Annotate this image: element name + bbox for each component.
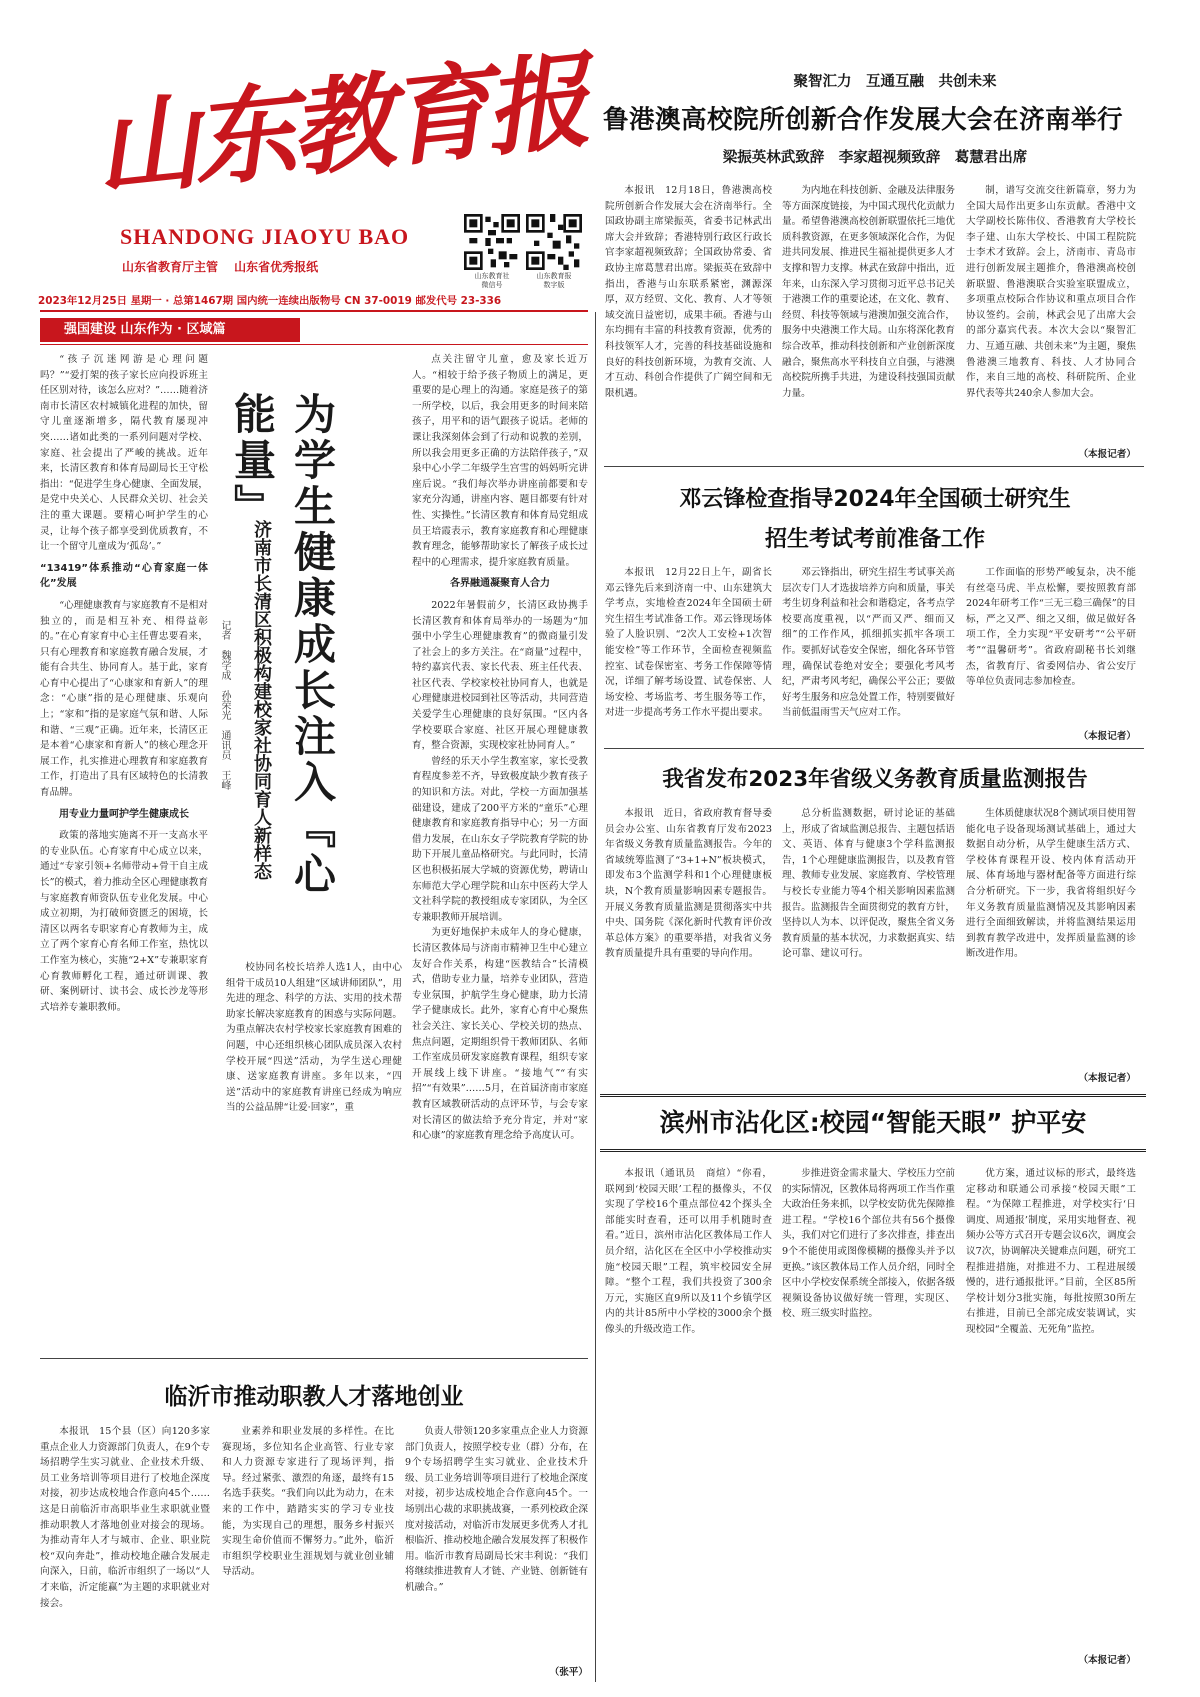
feature-subhead-2: “13419”体系推动“心育家庭一体化”发展 <box>40 562 208 590</box>
linyi-paragraph-1: 本报讯 15个县（区）向120多家重点企业人力资源部门负责人，在9个专场招聘学生实习就业、企业技术升级、员工业务培训等项目进行了校地企深度对接，初步达成校地合作意向45个……这是日前临沂市高职毕业生求职就业暨推动职教人才落地创业对接会的现场。为推动青年人才与城市、企业、职业院校“双向奔赴”，推动校地企融合发展走向深入，日前，临沂市组织了一场以“人才来临，沂定能赢”为主题的求职就业对接会。 <box>40 1426 210 1609</box>
feature-paragraph-1c: 政策的落地实施离不开一支高水平的专业队伍。心育家育中心成立以来，通过“专家引领+名师带动+骨干自主成长”的模式，着力推动全区心理健康教育与家庭教育师资队伍专业化发展。中心成立初期，为打破师资匮乏的困境，长清区以两名专职家育心育教师为主，成立了两个家育心育名师工作室，热忱以工作室为核心，实施“2+X”专兼职家育心育教师孵化工程，通过研训课、教研、案例研讨、读书会、成长沙龙等形式培养专兼职教师。 <box>40 830 208 1013</box>
lead-kicker: 聚智汇力 互通互融 共创未来 <box>793 74 997 90</box>
feature-paragraph-2a: 点关注留守儿童，愈及家长近万人。“相较于给予孩子物质上的满足，更重要的是心理上的沟通。家庭是孩子的第一所学校，以后，我会用更多的时间来陪孩子，用平和的语气跟孩子说话。老师的课让我深刻体会到了行动和说教的差别，所以我会用更多正确的方法陪伴孩子，”双泉中心小学二年级学生宫雪的妈妈听完讲座后说。“我们每次举办讲座前都要和专家充分沟通，讲座内容、题目都要有针对性、实操性。”长清区教育和体育局党组成员王培霞表示，教育家庭教育和心理健康教育理念，能够帮助家长了解孩子成长过程中的心理需求，提升家庭教育质量。 <box>412 354 588 568</box>
deng-column-2 <box>782 565 955 745</box>
page-center-rule <box>595 312 596 1682</box>
binzhou-headline-box <box>600 1094 1146 1152</box>
divider-feature <box>40 1358 588 1359</box>
linyi-paragraph-3: 负责人带领120多家重点企业人力资源部门负责人，按照学校专业（群）分布，在9个专场招聘学生实习就业、企业技术升级、员工业务培训等项目进行了校地企深度对接，初步达成校地企合作意向45个。一场别出心裁的求职挑战赛，一系列校政企深度对接活动，对临沂市发展更多优秀人才扎根临沂、推动校地企融合发展发挥了积极作用。临沂市教育局副局长宋丰利说：“我们将继续推进教育人才链、产业链、创新链有机融合。” <box>405 1426 588 1593</box>
masthead-dateline: 2023年12月25日 星期一 · 总第1467期 国内统一连续出版物号 CN 37-0019 邮发代号 23-336 <box>38 295 502 307</box>
binzhou-paragraph-1: 本报讯（通讯员 商煊）“你看，联网到‘校园天眼’工程的摄像头，不仅实现了学校16个重点部位42个探头全部能实时查看，还可以用手机随时查看。”近日，滨州市沾化区教体局工作人员介绍，沾化区在全区中小学校推动实施“校园天眼”工程，筑牢校园安全屏障。“整个工程，我们共投资了300余万元，实施区直9所以及11个乡镇学区内的共计85所中小学校的3000余个摄像头的升级改造工作。 <box>605 1168 772 1335</box>
feature-banner <box>40 318 300 342</box>
qr-code-digital[interactable] <box>526 214 582 270</box>
feature-headline: 为学生健康成长注入『心能量』 <box>228 392 337 898</box>
feature-banner-rule <box>40 344 588 345</box>
binzhou-column-2 <box>782 1166 955 1666</box>
feature-subhead: 济南市长清区积极构建校家社协同育人新样态 <box>251 520 272 880</box>
report-paragraph-3: 生体质健康状况8个测试项目使用智能化电子设备现场测试基础上，通过大数据自动分析，从学生健康生活方式、学校体育课程开设、校内体育活动开展、体育场地与器材配备等方面进行综合分析研究。下一步，我省将组织好今年义务教育质量监测情况及其影响因素进行全面细致解读，并将监测结果运用到教育教学改进中，发挥质量监测的诊断改进作用。 <box>966 808 1136 960</box>
lead-column-2 <box>782 183 955 455</box>
divider-lead <box>604 466 1144 467</box>
linyi-headline: 临沂市推动职教人才落地创业 <box>164 1384 464 1410</box>
report-paragraph-2: 总分析监测数据，研讨论证的基础上，形成了省域监测总报告、主题包括语文、英语、体育与健康3个学科监测报告，1个心理健康监测报告，以及教育管理、教师专业发展、家庭教育、学校管理与校长专业能力等4个相关影响因素监测报告。监测报告全面贯彻党的教育方针，坚持以人为本、以评促改，聚焦全省义务教育质量的基本状况，力求数据真实、结论可靠、建议可行。 <box>782 808 955 960</box>
qr-icon <box>526 214 582 270</box>
deng-paragraph-3: 工作面临的形势严峻复杂，决不能有丝毫马虎、半点松懈，要按照教育部2024年研考工作“三无三稳三确保”的目标，严之又严、细之又细，做足做好各项工作，全力实现“平安研考”“公平研考”“温馨研考”。省政府副秘书长刘继杰，省教育厅、省委网信办、省公安厅等单位负责同志参加检查。 <box>966 567 1136 688</box>
masthead-sponsor: 山东省教育厅主管 山东省优秀报纸 <box>122 260 319 274</box>
deng-column-3 <box>966 565 1136 725</box>
lead-headline: 鲁港澳高校院所创新合作发展大会在济南举行 <box>603 105 1124 135</box>
deng-paragraph-1: 本报讯 12月22日上午，副省长邓云锋先后来到济南一中、山东建筑大学考点，实地检查2024年全国硕士研究生招生考试准备工作。邓云锋现场体验了人脸识别、“2次人工安检+1次智能安检”等工作环节，全面检查视频监控室、试卷保密室、考务工作保障等情况，详细了解考场设置、试卷保密、人场安检、考场监考、考生服务等工作，对进一步提高考务工作水平提出要求。 <box>605 567 772 719</box>
divider-deng <box>604 748 1144 749</box>
binzhou-column-1 <box>605 1166 772 1666</box>
lead-paragraph-1: 本报讯 12月18日，鲁港澳高校院所创新合作发展大会在济南举行。全国政协副主席梁振英，省委书记林武出席大会并致辞；香港特别行政区行政长官李家超视频致辞；全国政协常委、省政协主席葛慧君出席。梁振英在致辞中指出，香港与山东联系紧密，渊源深厚，双方经贸、文化、教育、人才等领域交流日益密切，成果丰硕。香港与山东均拥有丰富的科技教育资源，优秀的科技领军人才，完善的科技基础设施和良好的科技创新环境，为教育交流、人才互动、科创合作提供了广阔空间和无限机遇。 <box>605 185 772 399</box>
linyi-signature: （张平） <box>549 1667 588 1678</box>
report-signature: （本报记者） <box>1078 1073 1136 1084</box>
feature-paragraph-1a: “孩子沉迷网游是心理问题吗？”“爱打架的孩子家长应向投诉班主任区别对待，该怎么应对？”……随着济南市长清区农村城镇化进程的加快，留守儿童逐渐增多，隔代教育屡现冲突……诸如此类的一系列问题对学校、家庭、社会提出了严峻的挑战。近年来，长清区教育和体育局副局长王守松指出：“促进学生身心健康、全面发展，是党中央关心、人民群众关切、社会关注的重大课题。要精心呵护学生的心灵，让每个孩子都享受到优质教育，不让一个留守儿童成为‘孤岛’。” <box>40 354 208 553</box>
linyi-column-2 <box>222 1424 394 1679</box>
linyi-column-3 <box>405 1424 588 1664</box>
lead-column-3 <box>966 183 1136 445</box>
feature-paragraph-1b: “心理健康教育与家庭教育不是相对独立的，而是相互补充、相得益彰的。”在心育家育中心主任曹忠要看来，只有心理教育和家庭教育融合发展，才能有合共生、协同育人。基于此，家育心育中心提出了“心康家和育新人”的理念：“心康”指的是心理健康、乐观向上；“家和”指的是家庭气氛和谐、人际和谐、“三观”正确。近年来，长清区正是本着“心康家和育新人”的核心理念开展工作，扎实推进心理教育和家庭教育工作，打造出了具有区域特色的长清教育品牌。 <box>40 599 208 799</box>
binzhou-paragraph-3: 优方案，通过议标的形式，最终选定移动和联通公司承接“校园天眼”工程。“为保障工程推进，对学校实行‘日调度、周通报’制度，采用实地督查、视频办公等方式召开专题会议6次，调度会议7次，协调解决关键难点问题，研究工程推进措施，对推进不力、工程进展缓慢的，进行通报批评。”目前，全区85所学校计划分3批实施，每批按照30所左右推进，目前已全部完成安装调试，实现校园“全覆盖、无死角”监控。 <box>966 1168 1136 1335</box>
feature-paragraph-3: 校协同名校长培养人选1人，由中心组骨干成员10人组建“区域讲师团队”，用先进的理念、科学的方法、实用的技术帮助家长解决家庭教育的困惑与实际问题。为重点解决农村学校家长家庭教育困难的问题，中心还组织核心团队成员深入农村学校开展“四送”活动，为学生送心理健康、送家庭教育讲座。多年以来，“四送”活动中的家庭教育讲座已经成为响应当的公益品牌“让爱·回家”，重 <box>226 962 402 1114</box>
deng-headline-line-1: 邓云锋检查指导2024年全国硕士研究生 <box>679 487 1071 512</box>
linyi-paragraph-2: 业素养和职业发展的多样性。在比赛现场，多位知名企业高管、行业专家和人力资源专家进行了现场评判，指导。经过紧张、激烈的角逐，最终有15名选手获奖。“我们向以此为动力，在未来的工作中，踏踏实实的学习专业技能，为实现自己的理想，服务乡村振兴实现生命价值而不懈努力。”此外，临沂市组织学校职业生涯规划与就业创业辅导活动。 <box>222 1426 394 1578</box>
feature-column-2 <box>412 352 588 1272</box>
feature-banner-text: 强国建设 山东作为 · 区域篇 <box>64 322 226 337</box>
qr-code-wechat[interactable] <box>464 214 520 270</box>
masthead-rule <box>40 310 588 312</box>
feature-paragraph-2c: 曾经的乐天小学生教室家，家长受教育程度参差不齐，导致极度缺少教育孩子的知识和方法。对此，学校一方面加强基础建设，建成了200平方米的“童乐”心理健康教育和家庭教育指导中心；另一方面借力发展，在山东女子学院教育学院的协助下开展儿童品格研究。与此同时，长清区也积极拓展大学城的资源优势，聘请山东师范大学心理学院和山东中医药大学人文社科学院的教授组成专家团队，为全区专兼职教师开展培训。 <box>412 755 588 923</box>
deng-headline-line-2: 招生考试考前准备工作 <box>764 527 985 552</box>
feature-byline: 记者 魏学成 孙荣光 通讯员 王峰 <box>219 620 230 790</box>
report-column-1 <box>605 806 772 1086</box>
feature-column-1 <box>40 352 208 1352</box>
binzhou-headline: 滨州市沾化区:校园“智能天眼” 护平安 <box>659 1108 1087 1137</box>
lead-subhead: 梁振英林武致辞 李家超视频致辞 葛慧君出席 <box>722 150 1028 166</box>
lead-paragraph-3: 制，谱写交流交往新篇章，努力为全国大局作出更多山东贡献。香港中文大学副校长陈伟仪、香港教育大学校长李子建、山东大学校长、中国工程院院士李术才致辞。会上，济南市、青岛市进行创新发展主题推介，鲁港澳高校创新联盟、鲁港澳联合实验室联盟成立，多项重点校际合作协议和重点项目合作协议签约。会前，林武会见了出席大会的部分嘉宾代表。本次大会以“聚智汇力、互通互融、共创未来”为主题，聚焦鲁港澳三地教育、科技、人才协同合作，来自三地的高校、科研院所、企业界代表等共240余人参加大会。 <box>966 185 1136 399</box>
masthead <box>0 0 590 350</box>
feature-column-3 <box>226 960 402 1270</box>
binzhou-paragraph-2: 步推进资金需求量大、学校压力空前的实际情况，区教体局将两项工作当作重大政治任务来抓，以学校安防优先保障推进工程。“学校16个部位共有56个摄像头，我们对它们进行了多次排查，排查出9个不能使用或图像模糊的摄像头并予以更换。”该区教体局工作人员介绍，同时全区中小学校安保系统全部接入，依据各级视频设备协议做好统一管理，实现区、校、班三级实时监控。 <box>782 1168 955 1320</box>
report-headline: 我省发布2023年省级义务教育质量监测报告 <box>662 767 1088 792</box>
linyi-column-1 <box>40 1424 210 1679</box>
deng-column-1 <box>605 565 772 745</box>
deng-signature: （本报记者） <box>1078 731 1136 742</box>
qr-icon <box>464 214 520 270</box>
masthead-logo <box>80 22 589 216</box>
feature-subhead-4: 各界融通凝聚育人合力 <box>450 578 550 590</box>
report-paragraph-1: 本报讯 近日，省政府教育督导委员会办公室、山东省教育厅发布2023年省级义务教育质量监测报告。今年的省域统筹监测了“3+1+N”板块模式，即发布3个监测学科和1个心理健康板块，N个教育质量影响因素专题报告。开展义务教育质量监测是贯彻落实中共中央、国务院《深化新时代教育评价改革总体方案》的重要举措，对我省义务教育质量提升具有重要的导向作用。 <box>605 808 772 960</box>
report-column-3 <box>966 806 1136 1068</box>
qr-caption-wechat: 山东教育社 微信号 <box>474 272 510 289</box>
feature-paragraph-2d: 为更好地保护未成年人的身心健康，长清区教体局与济南市精神卫生中心建立友好合作关系，构建“医教结合”长清模式，借助专业力量，培养专业团队，营造专业氛围，护航学生身心健康，助力长清学子健康成长。此外，家育心育中心聚焦社会关注、家长关心、学校关切的热点、焦点问题，定期组织骨干教师团队、名师工作室成员研发家庭教育课程，组织专家开展线上线下讲座。“接地气”“有实招”“有效果”……5月，在首届济南市家庭教育区域教研活动的点评环节，与会专家对长清区的做法给予充分肯定，并对“家和心康”的家庭教育理念给予高度认可。 <box>412 927 588 1142</box>
masthead-logo-text: 山东教育报 <box>88 38 589 213</box>
qr-caption-digital: 山东教育报 数字版 <box>536 272 572 289</box>
lead-column-1 <box>605 183 772 455</box>
report-column-2 <box>782 806 955 1086</box>
lead-paragraph-2: 为内地在科技创新、金融及法律服务等方面深度链接，为中国式现代化贡献力量。希望鲁港澳高校创新联盟依托三地优质科教资源，在更多领域深化合作，为促进共同发展、推进民生福祉提供更多人才支撑和智力支撑。林武在致辞中指出，近年来，山东深入学习贯彻习近平总书记关于港澳工作的重要论述，在文化、教育、经贸、科技等领域与港澳加强交流合作，服务中央港澳工作大局。山东将深化教育综合改革，推动科技创新和产业创新深度融合，聚焦高水平科技自立自强，与港澳高校院所携手共进，为建设科技强国贡献力量。 <box>782 185 955 399</box>
binzhou-signature: （本报记者） <box>1078 1655 1136 1666</box>
feature-paragraph-2b: 2022年暑假前夕，长清区政协携手长清区教育和体育局举办的一场题为“加强中小学生心理健康教育”的微商量引发了社会上的多方关注。在“商量”过程中，特约嘉宾代表、家长代表、班主任代表、社区代表、学校家校社协同育人，也就是心理健康进校园到社区等活动，共同营造关爱学生心理健康的良好氛围。“区内各学校要联合家庭、社区开展心理健康教育，整合资源，实现校家社协同育人。” <box>412 599 588 752</box>
binzhou-column-3 <box>966 1166 1136 1646</box>
deng-paragraph-2: 邓云锋指出，研究生招生考试事关高层次专门人才选拔培养方向和质量，事关考生切身利益和社会和谐稳定，各考点学校要高度重视，以“严而又严、细而又细”的工作作风，抓细抓实抓牢各项工作。要抓好试卷安全保密，细化各环节管理，确保试卷绝对安全；要强化考风考纪，严肃考风考纪，确保公平公正；要做好考生服务和应急处置工作，特别要做好当前低温雨雪天气应对工作。 <box>782 567 955 719</box>
masthead-pinyin: SHANDONG JIAOYU BAO <box>120 224 410 249</box>
lead-signature: （本报记者） <box>1078 449 1136 460</box>
feature-subhead-3: 用专业力量呵护学生健康成长 <box>59 808 189 820</box>
